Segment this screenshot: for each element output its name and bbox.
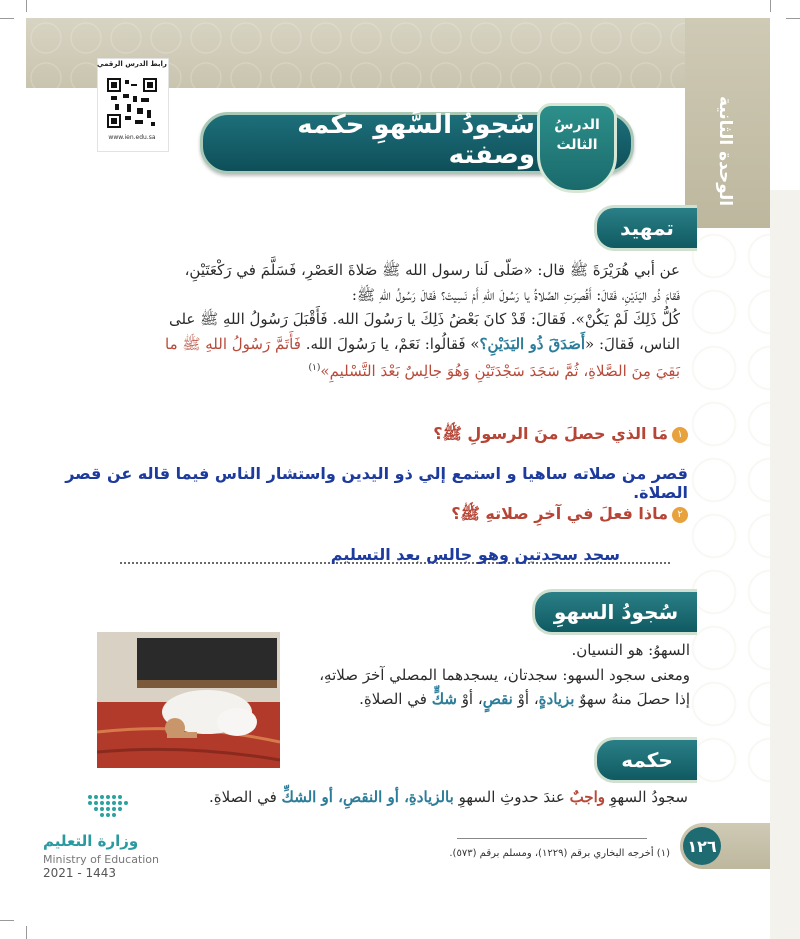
ruling-highlight-red: واجبٌ [569,788,605,806]
lesson-ordinal: الثالث [556,137,598,153]
crop-mark [26,0,27,12]
crop-mark [770,0,771,12]
hadith-line: كُلُّ ذَلِكَ لَمْ يَكُنْ». فَقالَ: قَدْ كانَ بَعْضُ ذَلِكَ يا رَسُولَ الله. فَأَقْبَلَ رَسُولُ اللهِ ﷺ على [168,310,680,328]
crop-mark [0,920,14,921]
question-number: ١ [672,427,688,443]
qr-code-icon[interactable] [107,78,157,128]
sujood-definition [290,638,690,712]
unit-label [690,86,760,216]
definition-highlight: شكٍّ [431,690,457,708]
hadith-paragraph [40,258,680,384]
hadith-highlight: أَصَدَقَ ذُو اليَدَيْنِ؟ [479,334,586,353]
footnote-divider [457,838,647,839]
definition-text: إذا حصلَ منهُ سهوٌ [579,690,690,708]
definition-line: ومعنى سجود السهو: سجدتان، يسجدهما المصلي آخرَ صلاتهِ، [319,665,690,684]
footnote-ref[interactable]: (١) [308,363,321,373]
hadith-text: » فَقالُوا: نَعَمْ، يا رَسُولَ الله. [305,334,480,353]
prostrating-child-image [97,632,280,768]
question-1 [40,424,688,447]
hadith-highlight-red: فَأَتَمَّ رَسُولُ اللهِ ﷺ ما [165,334,301,353]
question-text: ماذا فعلَ في آخرِ صلاتهِ ﷺ؟ [451,504,668,523]
definition-highlight: بزيادةٍ [538,690,575,708]
ministry-name-en: Ministry of Education [43,853,160,866]
definition-line: السهوُ: هو النسيان. [571,641,690,659]
hadith-line: فَقامَ ذُو اليَدَيْنِ، فَقالَ: أَقُصِرَتِ الصَّلاةُ يا رَسُولَ اللهِ أَمْ نَسِيتَ؟ فَقالَ رَسُولُ اللهِ ﷺ: [351,285,680,304]
ruling-part: في الصلاةِ. [209,788,277,806]
ruling-text [40,785,688,810]
crop-mark [26,926,27,939]
edition-year: 2021 - 1443 [43,866,117,880]
unit-label-text: الوحدة الثانية [715,95,735,207]
tab-ruling-label: حكمه [621,748,673,772]
definition-text: في الصلاةِ. [359,690,427,708]
definition-text: ، أوْ [517,690,539,708]
hadith-line [40,332,680,357]
prostration-photo [97,632,280,768]
qr-url[interactable]: www.ien.edu.sa [108,134,156,141]
ruling-highlight: بالزيادةِ، أو النقصِ، أو الشكِّ [281,788,454,806]
hadith-line: بَقِيَ مِنَ الصَّلاةِ، ثُمَّ سَجَدَ سَجْدَتَيْنِ وَهُوَ جالِسٌ بَعْدَ التَّسْليمِ»$^{(١)}$ [308,362,680,380]
answer-1[interactable]: قصر من صلاته ساهيا و استمع إلي ذو اليدين واستشار الناس فيما قاله عن قصر الصلاة. [65,464,688,502]
ministry-logo-dots-icon [87,794,129,820]
tab-ruling [594,737,697,783]
hadith-highlight-red: بَقِيَ مِنَ الصَّلاةِ، ثُمَّ سَجَدَ سَجْدَتَيْنِ وَهُوَ جالِسٌ بَعْدَ التَّسْليمِ [329,362,680,380]
hadith-text: الناس، فَقالَ: « [585,334,680,353]
hadith-line: عن أبي هُرَيْرَةَ ﷺ قال: «صَلّى لَنا رسول الله ﷺ صَلاةَ العَصْرِ، فَسَلَّمَ في رَكْعَتَيْنِ، [184,261,680,279]
footnote: (١) أخرجه البخاري برقم (١٢٢٩)، ومسلم برقم (٥٧٣). [449,848,670,859]
ruling-part: سجودُ السهوِ [609,788,688,806]
question-2 [40,504,688,527]
tab-sujood [532,589,697,635]
side-strip [770,190,800,939]
ruling-part: عندَ حدوثِ السهوِ [458,788,565,806]
crop-mark [0,18,14,19]
tab-intro-label: تمهيد [620,216,674,240]
lesson-word: الدرسُ [554,117,600,133]
definition-highlight: نقصٍ [482,690,513,708]
question-number: ٢ [672,507,688,523]
crop-mark [786,18,800,19]
definition-text: ، أوْ [461,690,483,708]
question-text: مَا الذي حصلَ منَ الرسولِ ﷺ؟ [433,424,668,443]
definition-line [290,687,690,712]
page-number: ١٢٦ [683,827,721,865]
tab-sujood-label: سُجودُ السهوِ [553,600,679,624]
lesson-title: سُجودُ السَّهوِ حكمه وصفته [297,110,535,170]
tab-intro [594,205,697,251]
answer-2[interactable]: سجد سجدتين وهو جالس بعد التسليم [330,545,620,564]
side-pattern [686,228,770,788]
qr-label: رابط الدرس الرقمي [97,60,167,68]
ministry-name-ar: وزارة التعليم [43,832,139,850]
